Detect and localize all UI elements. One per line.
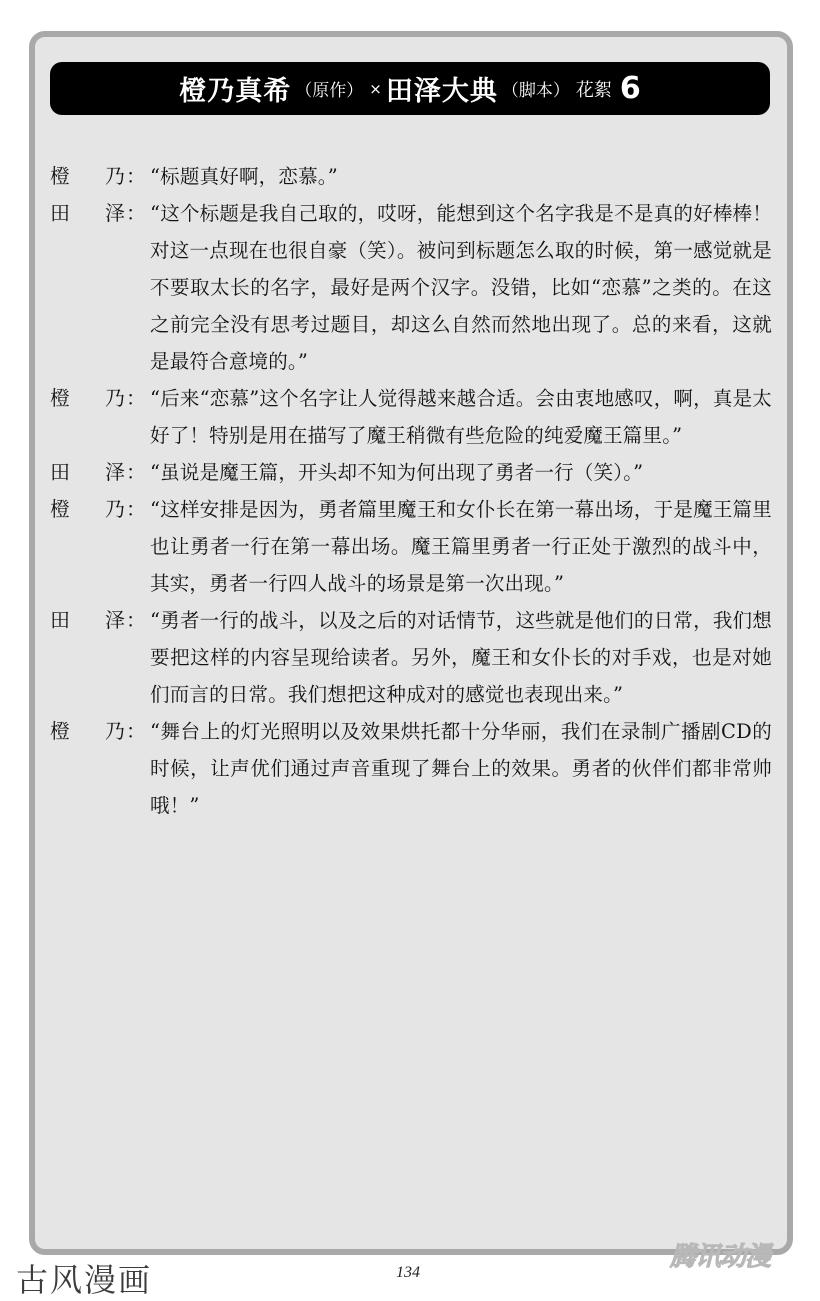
speech-text: “勇者一行的战斗，以及之后的对话情节，这些就是他们的日常，我们想要把这样的内容呈现给读者。另外，魔王和女仆长的对手戏，也是对她们而言的日常。我们想把这种成对的感觉也表现出来。”	[150, 609, 772, 706]
collaboration-separator: ×	[369, 79, 382, 98]
speech-text: “这样安排是因为，勇者篇里魔王和女仆长在第一幕出场，于是魔王篇里也让勇者一行在第一幕出场。魔王篇里勇者一行正处于激烈的战斗中，其实，勇者一行四人战斗的场景是第一次出现。”	[150, 498, 772, 595]
watermark-logo: 腾讯动漫	[670, 1242, 771, 1272]
author2-role: （脚本）	[501, 81, 570, 101]
dialogue-entry	[50, 195, 772, 380]
interview-dialogue	[50, 158, 772, 824]
author1-role: （原作）	[295, 81, 364, 101]
speaker-label: 田 泽 ：	[50, 608, 146, 632]
speaker-label: 橙 乃 ：	[50, 164, 146, 188]
author2-name: 田泽大典	[385, 76, 498, 107]
episode-number: 6	[619, 71, 641, 106]
speech-text: “虽说是魔王篇，开头却不知为何出现了勇者一行（笑）。”	[150, 461, 644, 484]
speaker-label: 田 泽 ：	[50, 460, 146, 484]
speaker-label: 橙 乃 ：	[50, 497, 146, 521]
speech-text: “标题真好啊，恋慕。”	[150, 165, 338, 188]
speech-text: “舞台上的灯光照明以及效果烘托都十分华丽，我们在录制广播剧CD的时候，让声优们通过声音重现了舞台上的效果。勇者的伙伴们都非常帅哦！”	[150, 720, 772, 817]
dialogue-entry	[50, 491, 772, 602]
dialogue-entry	[50, 454, 772, 491]
dialogue-entry	[50, 158, 772, 195]
speech-text: “这个标题是我自己取的，哎呀，能想到这个名字我是不是真的好棒棒！对这一点现在也很自豪（笑）。被问到标题怎么取的时候，第一感觉就是不要取太长的名字，最好是两个汉字。没错，比如“恋慕”之类的。在这之前完全没有思考过题目，却这么自然而然地出现了。总的来看，这就是最符合意境的。”	[150, 202, 772, 373]
speaker-label: 橙 乃 ：	[50, 386, 146, 410]
author1-name: 橙乃真希	[179, 76, 292, 107]
dialogue-entry	[50, 380, 772, 454]
speaker-label: 田 泽 ：	[50, 201, 146, 225]
title-banner	[50, 62, 770, 115]
source-logo: 古风漫画	[16, 1261, 153, 1299]
dialogue-entry	[50, 602, 772, 713]
speaker-label: 橙 乃 ：	[50, 719, 146, 743]
page-number: 134	[396, 1264, 420, 1281]
dialogue-entry	[50, 713, 772, 824]
title-suffix: 花絮	[575, 79, 612, 101]
speech-text: “后来“恋慕”这个名字让人觉得越来越合适。会由衷地感叹，啊，真是太好了！特别是用在描写了魔王稍微有些危险的纯爱魔王篇里。”	[150, 387, 772, 447]
